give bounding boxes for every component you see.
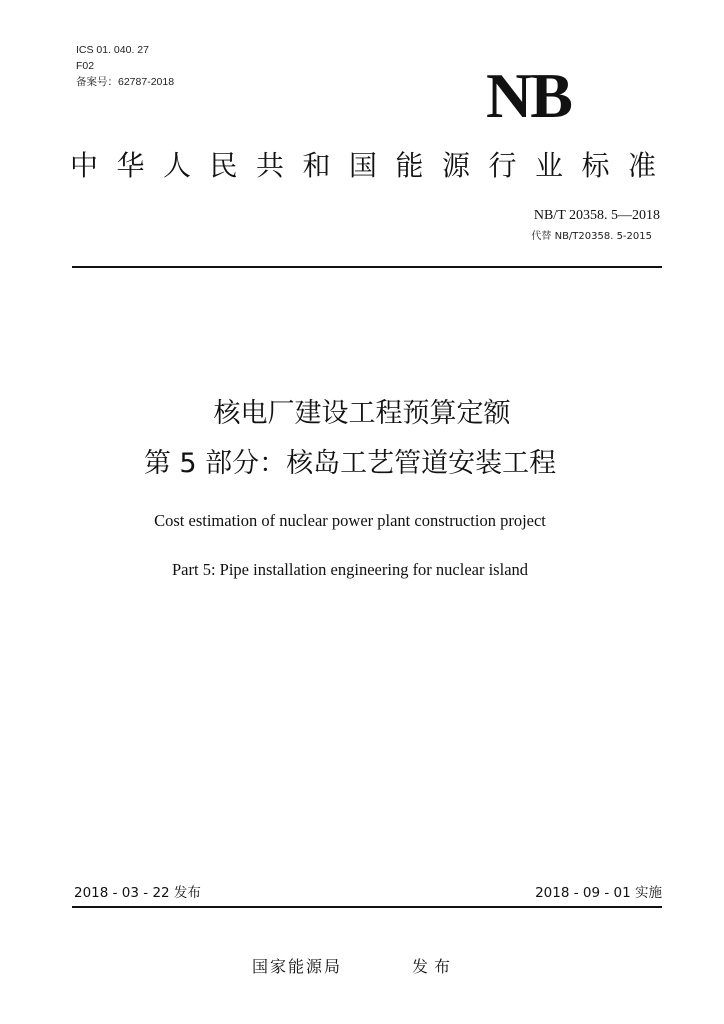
bottom-divider — [72, 906, 662, 908]
classification-code: F02 — [76, 60, 95, 72]
nb-logo: NB — [486, 60, 571, 131]
issue-date: 2018 - 03 - 22 发布 — [74, 885, 201, 901]
title-en-line1: Cost estimation of nuclear power plant construction project — [154, 511, 546, 530]
filing-number: 备案号：62787-2018 — [76, 76, 175, 88]
publisher-name: 国家能源局 — [252, 957, 343, 976]
title-cn-line2: 第 5 部分：核岛工艺管道安装工程 — [143, 448, 557, 479]
replaces-standard: 代替 NB/T20358. 5-2015 — [531, 231, 652, 242]
top-divider — [72, 266, 662, 268]
standard-number: NB/T 20358. 5—2018 — [533, 208, 660, 223]
ics-code: ICS 01. 040. 27 — [76, 44, 149, 56]
org-title: 中华人民共和国能源行业标准 — [70, 149, 675, 182]
title-cn-line1: 核电厂建设工程预算定额 — [213, 398, 511, 429]
title-en-line2: Part 5: Pipe installation engineering for nuclear island — [171, 560, 529, 579]
publish-label: 发布 — [412, 957, 457, 976]
meta-block — [76, 42, 174, 90]
implementation-date: 2018 - 09 - 01 实施 — [535, 885, 662, 901]
